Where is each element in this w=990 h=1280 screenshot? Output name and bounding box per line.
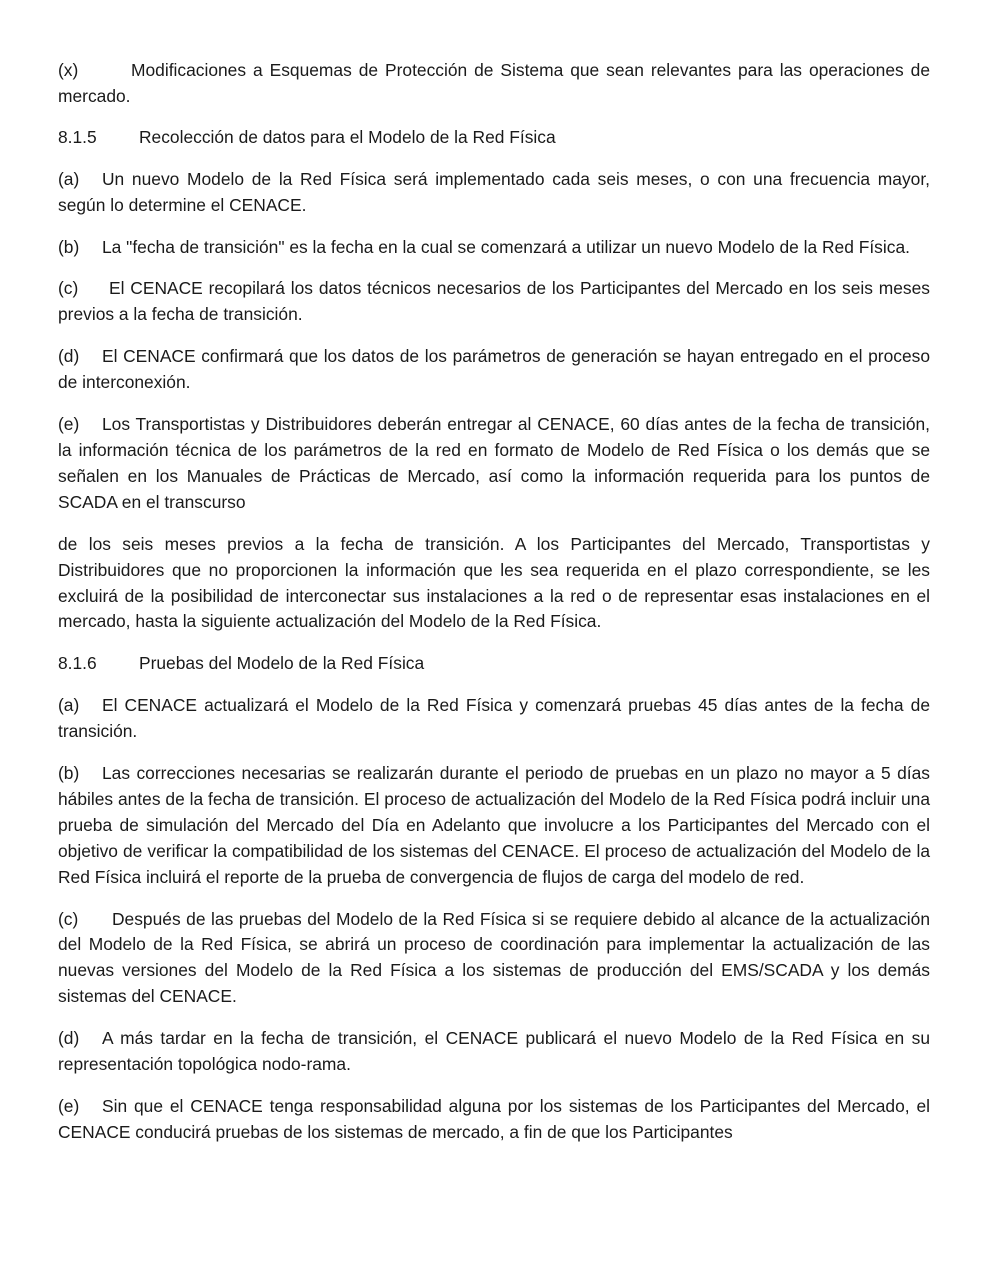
section-number: 8.1.5 <box>58 126 97 147</box>
paragraph-8-1-6-c <box>58 907 930 1011</box>
item-label: (x) <box>58 60 79 80</box>
item-text: A más tardar en la fecha de transición, el CENACE publicará el nuevo Modelo de la Red Física en su representación topológica nodo-rama. <box>58 1028 930 1075</box>
paragraph-8-1-6-d <box>58 1026 930 1078</box>
paragraph-8-1-5-a <box>58 167 930 219</box>
document-page <box>58 58 930 1162</box>
item-label: (e) <box>58 1096 80 1116</box>
item-text: Sin que el CENACE tenga responsabilidad alguna por los sistemas de los Participantes del Mercado, el CENACE conducirá pruebas de los sistemas de mercado, a fin de que los Participantes <box>58 1096 930 1142</box>
section-title: Pruebas del Modelo de la Red Física <box>139 653 425 674</box>
paragraph-x <box>58 58 930 110</box>
item-label: (d) <box>58 1028 80 1049</box>
item-text: Modificaciones a Esquemas de Protección de Sistema que sean relevantes para las operaciones de mercado. <box>58 60 930 106</box>
item-text: El CENACE actualizará el Modelo de la Red Física y comenzará pruebas 45 días antes de la fecha de transición. <box>58 695 930 742</box>
paragraph-8-1-5-d <box>58 344 930 396</box>
paragraph-8-1-6-e <box>58 1094 930 1146</box>
item-text: La "fecha de transición" es la fecha en la cual se comenzará a utilizar un nuevo Modelo de la Red Física. <box>102 236 910 257</box>
section-heading-8-1-5 <box>58 125 930 151</box>
paragraph-8-1-5-continuation: de los seis meses previos a la fecha de transición. A los Participantes del Mercado, Transportistas y Distribuidores que no proporcionen la información que les sea requerida en el plazo correspondiente, se les excluirá de la posibilidad de interconectar sus instalaciones a la red o de representar esas instalaciones en el mercado, hasta la siguiente actualización del Modelo de la Red Física. <box>58 533 930 632</box>
paragraph-8-1-6-b <box>58 761 930 891</box>
item-text: Los Transportistas y Distribuidores deberán entregar al CENACE, 60 días antes de la fecha de transición, la información técnica de los parámetros de la red en formato de Modelo de Red Física o los demás que se señalen en los Manuales de Prácticas de Mercado, así como la información requerida para los puntos de SCADA en el transcurso <box>58 414 930 512</box>
section-title: Recolección de datos para el Modelo de la Red Física <box>139 126 556 147</box>
section-number: 8.1.6 <box>58 653 97 674</box>
item-label: (b) <box>58 236 80 257</box>
paragraph-8-1-5-e <box>58 412 930 516</box>
item-label: (b) <box>58 763 80 784</box>
paragraph-8-1-6-a <box>58 693 930 745</box>
item-text: El CENACE recopilará los datos técnicos necesarios de los Participantes del Mercado en los seis meses previos a la fecha de transición. <box>58 278 930 325</box>
item-text: El CENACE confirmará que los datos de los parámetros de generación se hayan entregado en el proceso de interconexión. <box>58 346 930 393</box>
item-text: Las correcciones necesarias se realizarán durante el periodo de pruebas en un plazo no mayor a 5 días hábiles antes de la fecha de transición. El proceso de actualización del Modelo de la Red Física podrá incluir una prueba de simulación del Mercado del Día en Adelanto que involucre a los Participantes del Mercado con el objetivo de verificar la compatibilidad de los sistemas del CENACE. El proceso de actualización del Modelo de la Red Física incluirá el reporte de la prueba de convergencia de flujos de carga del modelo de red. <box>58 763 930 887</box>
item-label: (c) <box>58 278 79 299</box>
section-heading-8-1-6 <box>58 651 930 677</box>
paragraph-8-1-5-b <box>58 235 930 261</box>
item-label: (d) <box>58 346 80 367</box>
item-text: Un nuevo Modelo de la Red Física será implementado cada seis meses, o con una frecuencia mayor, según lo determine el CENACE. <box>58 168 930 215</box>
item-label: (c) <box>58 908 79 929</box>
item-label: (a) <box>58 695 80 716</box>
item-label: (e) <box>58 414 80 435</box>
paragraph-8-1-5-c <box>58 276 930 328</box>
item-label: (a) <box>58 168 80 189</box>
item-text: Después de las pruebas del Modelo de la Red Física si se requiere debido al alcance de la actualización del Modelo de la Red Física, se abrirá un proceso de coordinación para implementar la actualización de las nuevas versiones del Modelo de la Red Física a los sistemas de producción del EMS/SCADA y los demás sistemas del CENACE. <box>58 908 930 1007</box>
